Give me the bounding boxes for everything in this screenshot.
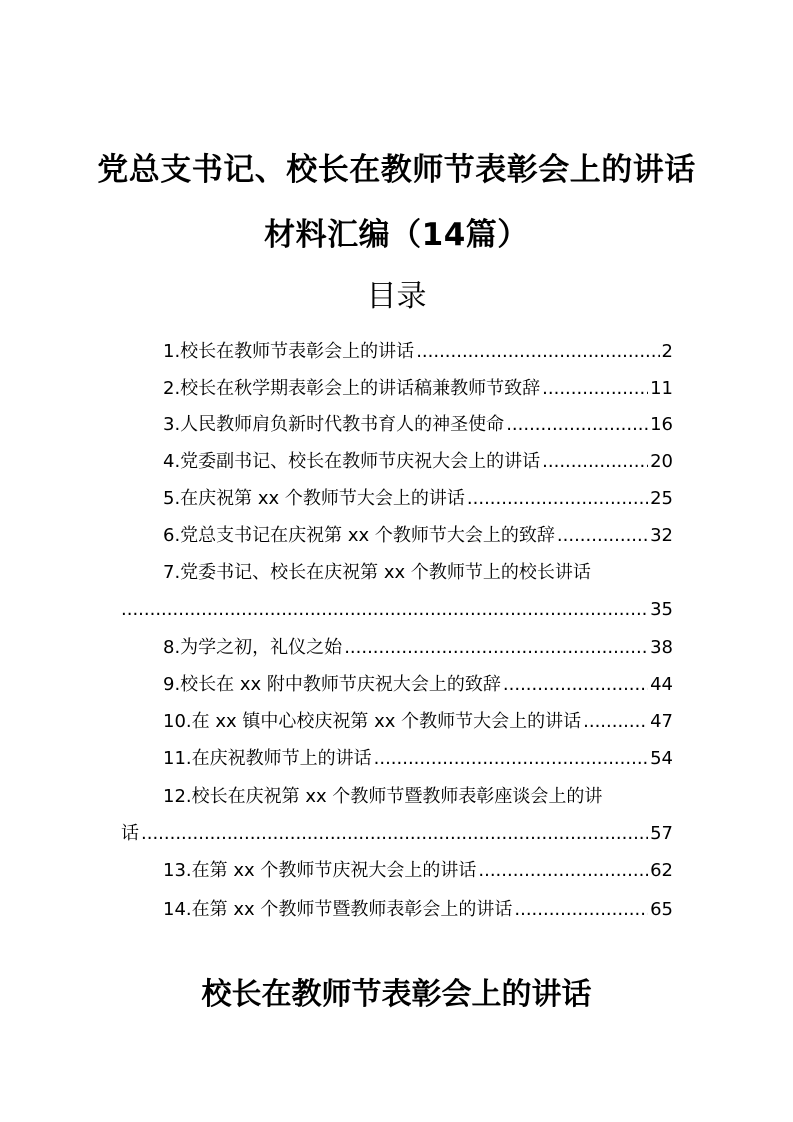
toc-entry-title: 10.在 xx 镇中心校庆祝第 xx 个教师节大会上的讲话 [163, 711, 582, 732]
section-title: 校长在教师节表彰会上的讲话 [201, 977, 592, 1012]
toc-leader-dots [121, 591, 648, 628]
toc-page-number: 44 [650, 674, 673, 695]
toc-leader-dots [506, 406, 648, 443]
toc-page-number: 38 [650, 637, 673, 658]
toc-entry[interactable] [0, 891, 793, 928]
toc-page-number: 25 [650, 488, 673, 509]
toc-entry-title: 14.在第 xx 个教师节暨教师表彰会上的讲话 [163, 899, 513, 920]
toc-entry-title: 6.党总支书记在庆祝第 xx 个教师节大会上的致辞 [163, 525, 555, 546]
toc-heading: 目录 [366, 279, 427, 314]
toc-page-number: 62 [650, 860, 673, 881]
toc-entry-continuation[interactable] [0, 591, 793, 628]
toc-entry[interactable] [0, 333, 793, 370]
toc-page-number: 20 [650, 451, 673, 472]
toc-entry[interactable] [0, 406, 793, 443]
toc-entry[interactable] [0, 629, 793, 666]
toc-entry[interactable] [0, 517, 793, 554]
toc-entry-continuation[interactable] [0, 815, 793, 852]
toc-entry-title: 12.校长在庆祝第 xx 个教师节暨教师表彰座谈会上的讲 [163, 786, 603, 807]
toc-page-number: 32 [650, 525, 673, 546]
toc-page-number: 11 [650, 378, 673, 399]
toc-entry-title: 13.在第 xx 个教师节庆祝大会上的讲话 [163, 860, 477, 881]
toc-leader-dots [542, 443, 648, 480]
toc-page-number: 54 [650, 748, 673, 769]
toc-page-number: 16 [650, 414, 673, 435]
toc-entry-title: 4.党委副书记、校长在教师节庆祝大会上的讲话 [163, 451, 541, 472]
toc-leader-dots [503, 666, 648, 703]
toc-leader-dots [542, 370, 648, 407]
document-title-line-1: 党总支书记、校长在教师节表彰会上的讲话 [97, 152, 696, 188]
toc-entry[interactable] [0, 370, 793, 407]
toc-entry-title: 8.为学之初，礼仪之始 [163, 637, 343, 658]
document-title-line-2: 材料汇编（14篇） [264, 217, 529, 253]
toc-entry[interactable] [0, 554, 793, 591]
toc-entry[interactable] [0, 852, 793, 889]
toc-entry[interactable] [0, 480, 793, 517]
toc-page-number: 65 [650, 899, 673, 920]
toc-entry-title: 11.在庆祝教师节上的讲话 [163, 748, 372, 769]
toc-entry[interactable] [0, 778, 793, 815]
toc-leader-dots [583, 703, 648, 740]
toc-entry-title-continued: 话 [121, 823, 139, 844]
toc-leader-dots [557, 517, 648, 554]
toc-entry-title: 2.校长在秋学期表彰会上的讲话稿兼教师节致辞 [163, 378, 541, 399]
toc-entry-title: 5.在庆祝第 xx 个教师节大会上的讲话 [163, 488, 465, 509]
toc-leader-dots [478, 852, 648, 889]
toc-entry[interactable] [0, 443, 793, 480]
toc-page-number: 2 [661, 341, 673, 362]
toc-entry-title: 9.校长在 xx 附中教师节庆祝大会上的致辞 [163, 674, 501, 695]
toc-entry-title: 3.人民教师肩负新时代教书育人的神圣使命 [163, 414, 505, 435]
toc-leader-dots [416, 333, 659, 370]
toc-leader-dots [141, 815, 648, 852]
toc-page-number: 57 [650, 823, 673, 844]
toc-entry-title: 7.党委书记、校长在庆祝第 xx 个教师节上的校长讲话 [163, 562, 591, 583]
toc-leader-dots [467, 480, 648, 517]
toc-entry[interactable] [0, 703, 793, 740]
toc-leader-dots [374, 740, 648, 777]
toc-page-number: 35 [650, 599, 673, 620]
toc-page-number: 47 [650, 711, 673, 732]
toc-entry[interactable] [0, 740, 793, 777]
toc-entry-title: 1.校长在教师节表彰会上的讲话 [163, 341, 415, 362]
toc-leader-dots [344, 629, 648, 666]
toc-entry[interactable] [0, 666, 793, 703]
toc-leader-dots [514, 891, 648, 928]
